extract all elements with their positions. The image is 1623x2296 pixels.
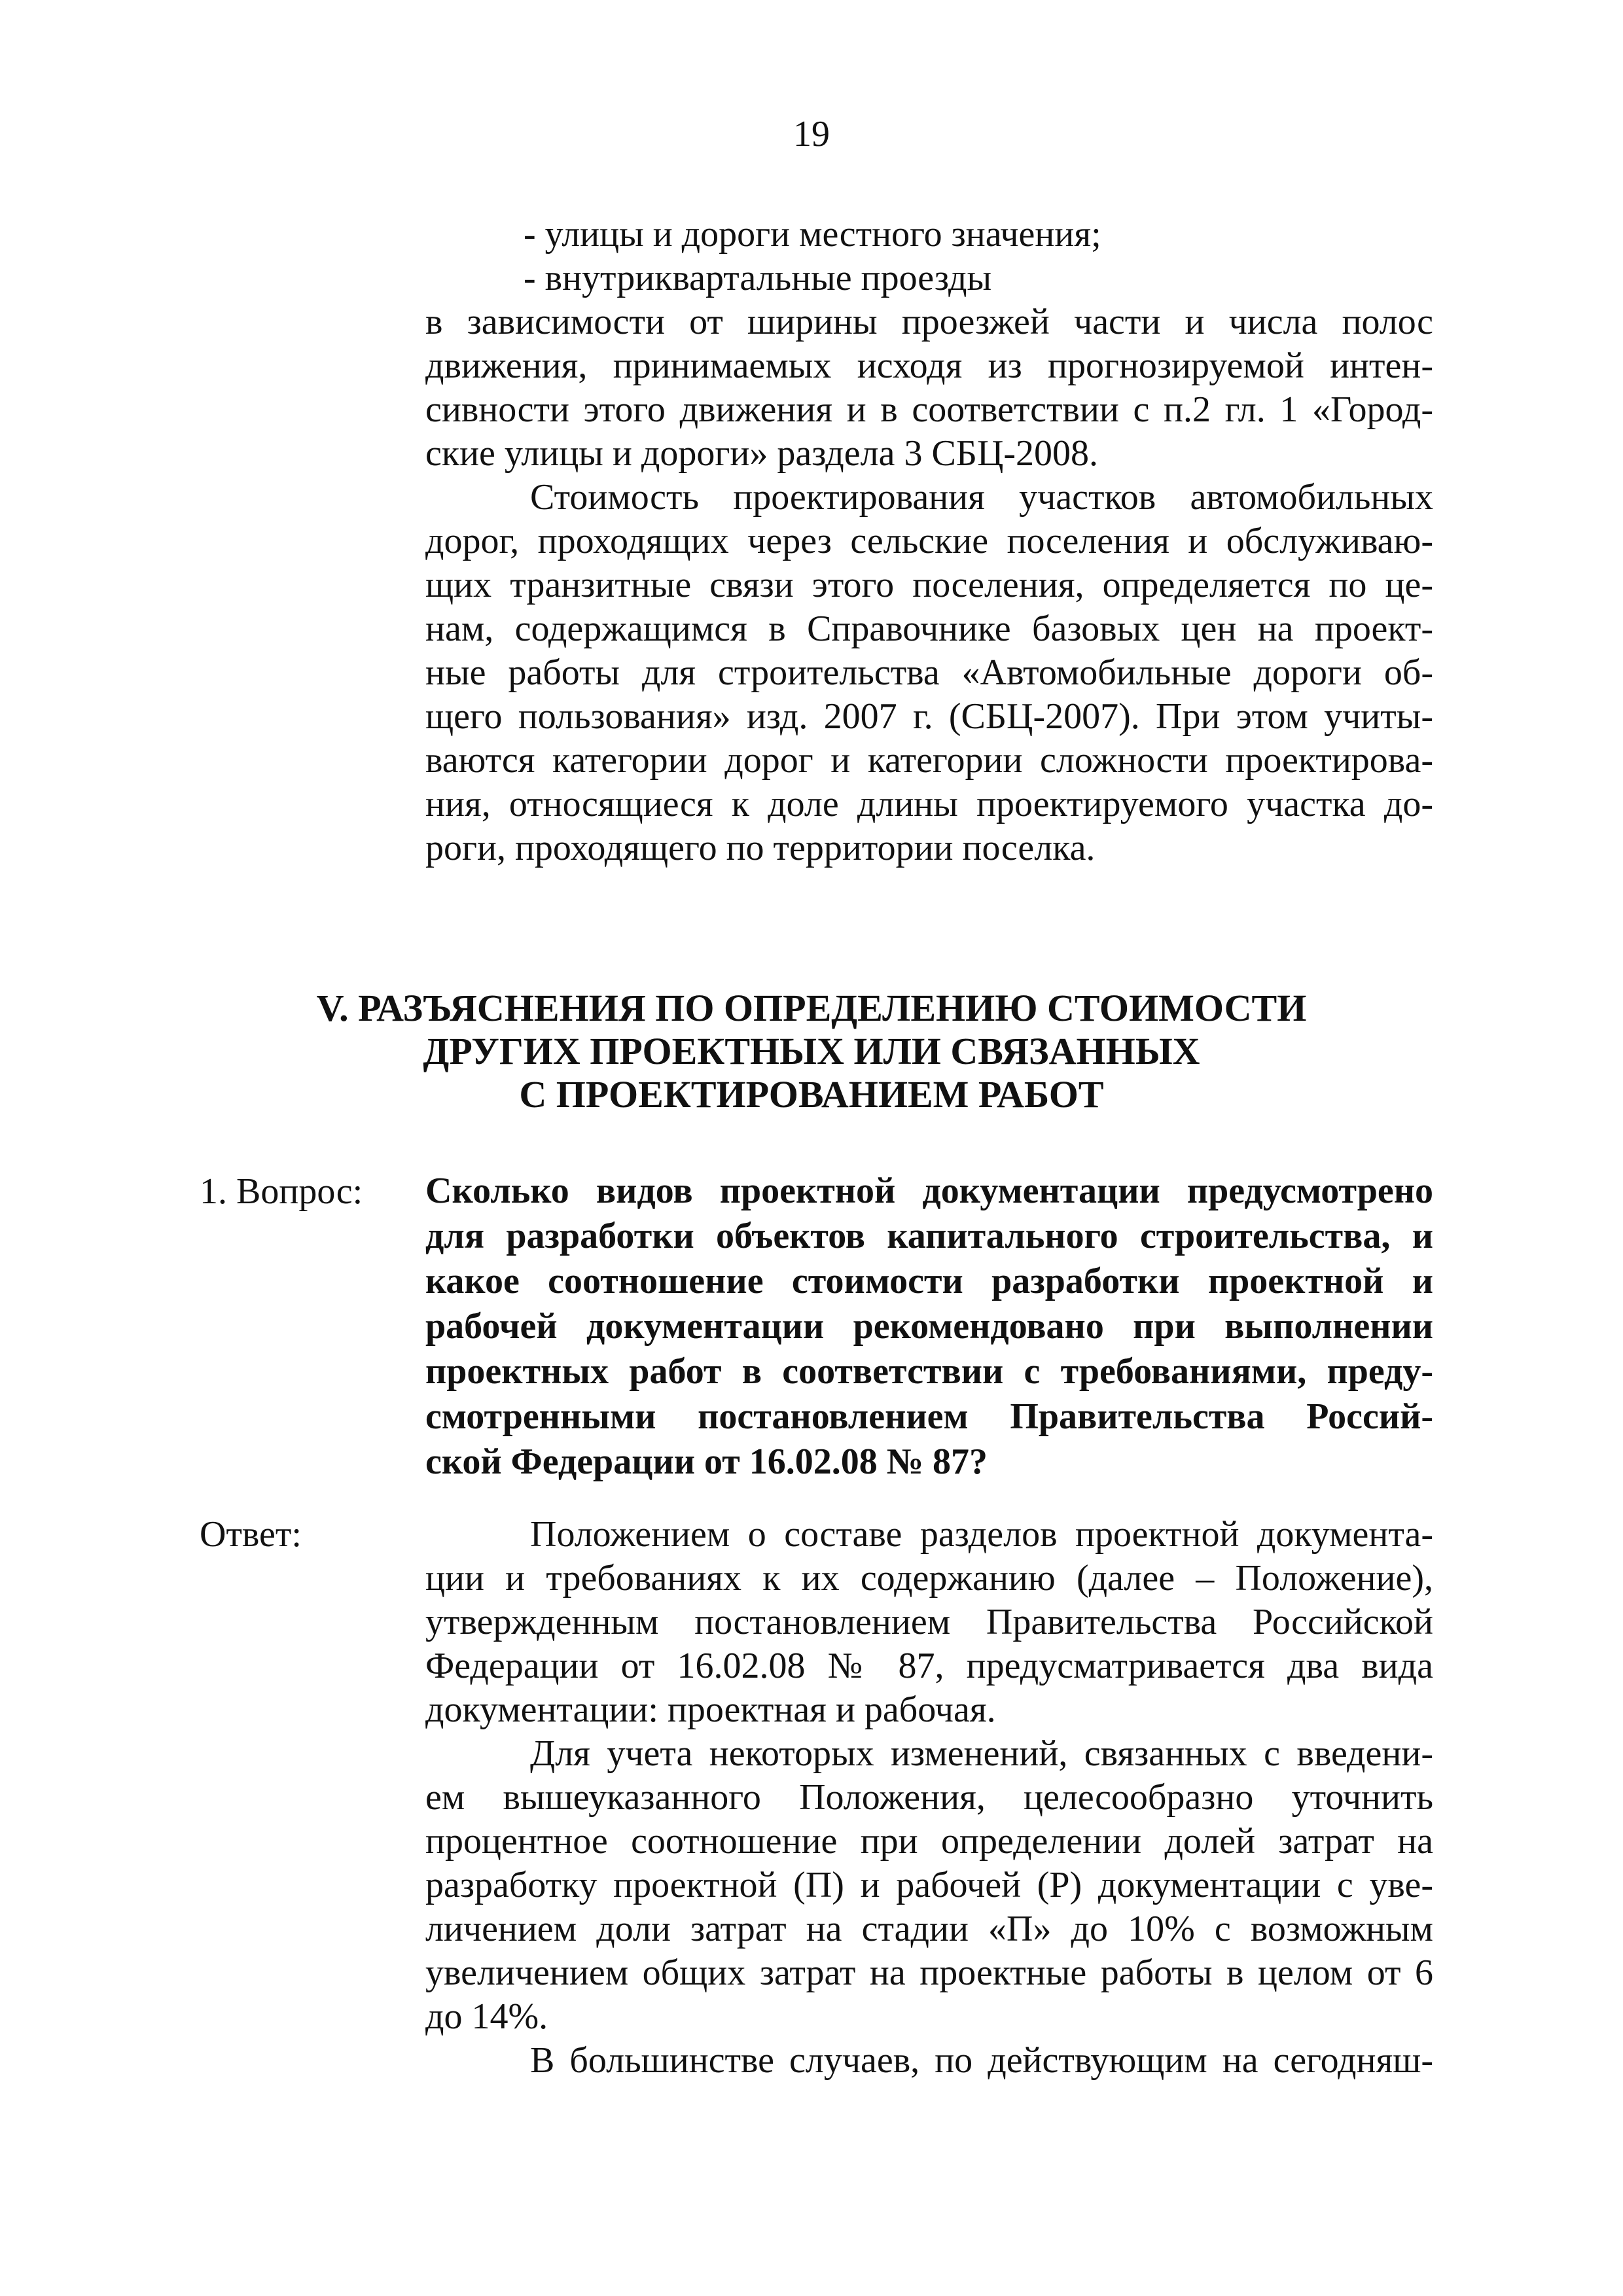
answer-line: В большинстве случаев, по действующим на сегодняш-: [530, 2040, 1433, 2081]
answer-line: Федерации от 16.02.08 № 87, предусматривается два вида: [425, 1646, 1433, 1686]
answer-text: [425, 1513, 1433, 2083]
text-line: ваются категории дорог и категории сложности проектирова-: [425, 740, 1433, 781]
question-label: 1. Вопрос:: [200, 1171, 363, 1212]
answer-line: до 14%.: [425, 1996, 548, 2037]
list-item: - внутриквартальные проезды: [524, 258, 992, 298]
section-title-line: V. РАЗЪЯСНЕНИЯ ПО ОПРЕДЕЛЕНИЮ СТОИМОСТИ: [316, 987, 1307, 1029]
text-line: ские улицы и дороги» раздела 3 СБЦ-2008.: [425, 433, 1099, 474]
list-item: - улицы и дороги местного значения;: [524, 214, 1101, 255]
answer-line: ции и требованиях к их содержанию (далее – Положение),: [425, 1558, 1433, 1598]
question-line: для разработки объектов капитального строительства, и: [425, 1216, 1433, 1256]
answer-line: разработку проектной (П) и рабочей (Р) документации с уве-: [425, 1865, 1433, 1905]
text-line: роги, проходящего по территории поселка.: [425, 828, 1096, 868]
text-line: ния, относящиеся к доле длины проектируемого участка до-: [425, 784, 1433, 824]
question-text: [425, 1169, 1433, 1485]
text-line: нам, содержащимся в Справочнике базовых цен на проект-: [425, 609, 1433, 649]
text-line: Стоимость проектирования участков автомобильных: [530, 477, 1433, 518]
text-line: щих транзитные связи этого поселения, определяется по це-: [425, 565, 1433, 605]
answer-line: увеличением общих затрат на проектные работы в целом от 6: [425, 1952, 1433, 1993]
question-line: Сколько видов проектной документации предусмотрено: [425, 1171, 1433, 1211]
section-title-line: С ПРОЕКТИРОВАНИЕМ РАБОТ: [519, 1073, 1104, 1116]
intro-block: [425, 213, 1433, 870]
text-line: дорог, проходящих через сельские поселения и обслуживаю-: [425, 521, 1433, 561]
answer-line: документации: проектная и рабочая.: [425, 1689, 996, 1730]
question-line: какое соотношение стоимости разработки проектной и: [425, 1261, 1433, 1301]
text-line: движения, принимаемых исходя из прогнозируемой интен-: [425, 345, 1433, 386]
text-line: щего пользования» изд. 2007 г. (СБЦ-2007). При этом учиты-: [425, 696, 1433, 737]
answer-line: ем вышеуказанного Положения, целесообразно уточнить: [425, 1777, 1433, 1818]
question-line: смотренными постановлением Правительства Россий-: [425, 1396, 1433, 1437]
text-line: в зависимости от ширины проезжей части и числа полос: [425, 302, 1433, 342]
answer-line: личением доли затрат на стадии «П» до 10% с возможным: [425, 1909, 1433, 1949]
answer-line: процентное соотношение при определении долей затрат на: [425, 1821, 1433, 1862]
question-line: рабочей документации рекомендовано при выполнении: [425, 1306, 1433, 1347]
answer-line: Положением о составе разделов проектной документа-: [530, 1514, 1433, 1555]
answer-label: Ответ:: [200, 1514, 302, 1555]
text-line: ные работы для строительства «Автомобильные дороги об-: [425, 652, 1433, 693]
answer-line: утвержденным постановлением Правительства Российской: [425, 1602, 1433, 1642]
section-title-line: ДРУГИХ ПРОЕКТНЫХ ИЛИ СВЯЗАННЫХ: [423, 1030, 1200, 1072]
section-title: [0, 987, 1623, 1116]
page-number: 19: [793, 114, 830, 154]
question-line: ской Федерации от 16.02.08 № 87?: [425, 1441, 988, 1482]
question-line: проектных работ в соответствии с требованиями, преду-: [425, 1351, 1433, 1392]
answer-line: Для учета некоторых изменений, связанных с введени-: [530, 1733, 1433, 1774]
text-line: сивности этого движения и в соответствии с п.2 гл. 1 «Город-: [425, 389, 1433, 430]
